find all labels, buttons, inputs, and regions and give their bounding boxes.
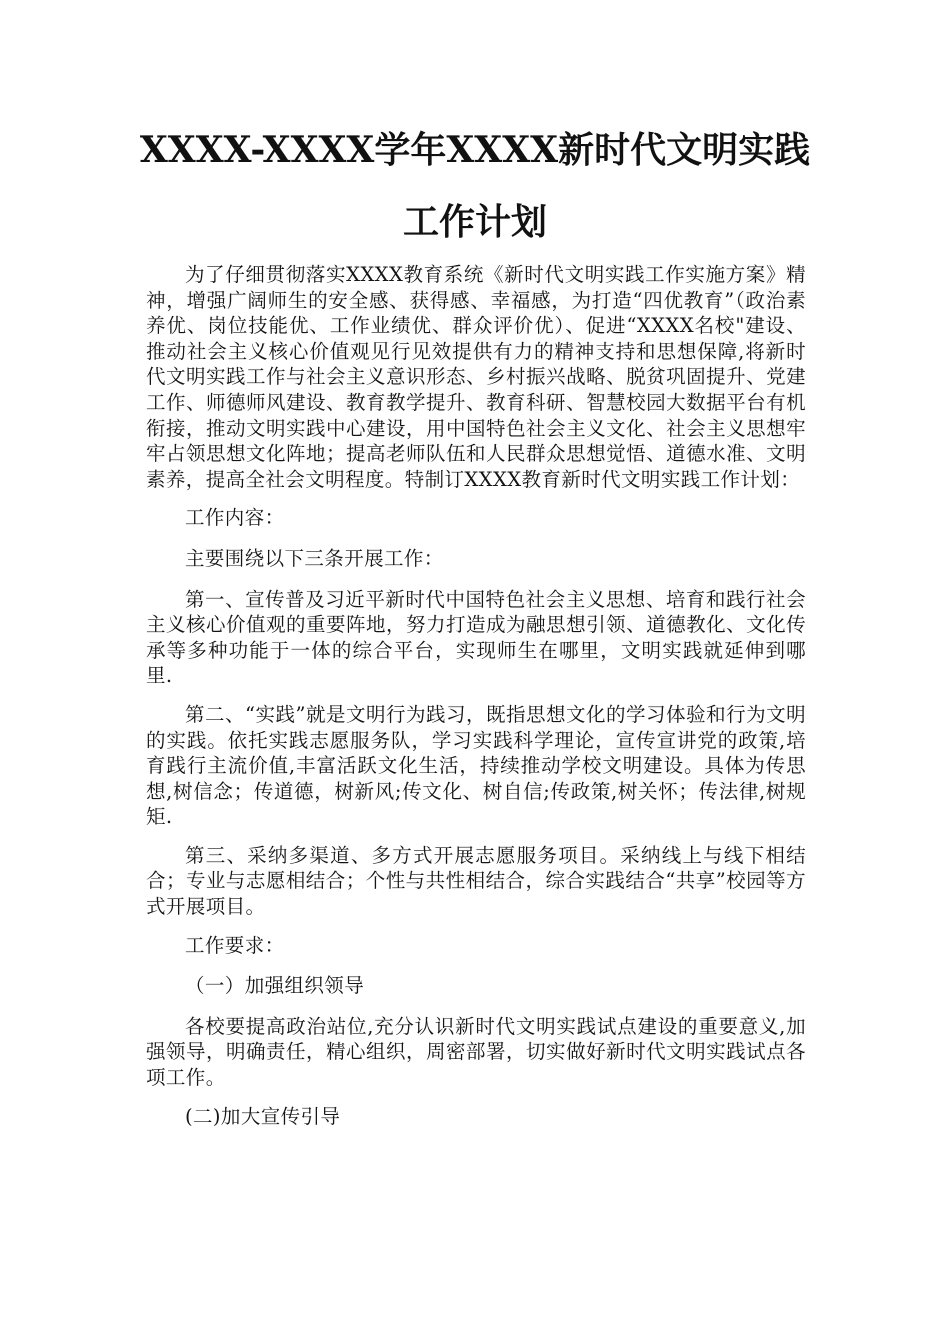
section-heading-work-content: 工作内容： [185, 506, 285, 530]
requirement-heading-1: （一）加强组织领导 [185, 974, 365, 998]
document-title-line-1: XXXX-XXXX学年XXXX新时代文明实践 [139, 129, 811, 171]
work-item-second: 第二、“实践”就是文明行为践习，既指思想文化的学习体验和行为文明的实践。依托实践志愿服务队，学习实践科学理论，宣传宣讲党的政策,培育践行主流价值,丰富活跃文化生活，持续推动学校文明建设。具体为传思想,树信念；传道德，树新风;传文化、树自信;传政策,树关怀；传法律,树规矩. [146, 702, 806, 829]
section-heading-work-requirements: 工作要求： [185, 933, 285, 957]
requirement-heading-2: (二)加大宣传引导 [185, 1104, 341, 1128]
work-content-lead: 主要围绕以下三条开展工作： [185, 546, 444, 570]
document-title-line-2: 工作计划 [402, 201, 547, 243]
intro-paragraph: 为了仔细贯彻落实XXXX教育系统《新时代文明实践工作实施方案》精神，增强广阔师生的安全感、获得感、幸福感，为打造“四优教育”（政治素养优、岗位技能优、工作业绩优、群众评价优）、促进“XXXX名校"建设、推动社会主义核心价值观见行见效提供有力的精神支持和思想保障,将新时代文明实践工作与社会主义意识形态、乡村振兴战略、脱贫巩固提升、党建工作、师德师风建设、教育教学提升、教育科研、智慧校园大数据平台有机衔接，推动文明实践中心建设，用中国特色社会主义文化、社会主义思想牢牢占领思想文化阵地；提高老师队伍和人民群众思想觉悟、道德水准、文明素养，提高全社会文明程度。特制订XXXX教育新时代文明实践工作计划： [146, 263, 806, 491]
work-item-third: 第三、采纳多渠道、多方式开展志愿服务项目。采纳线上与线下相结合；专业与志愿相结合；个性与共性相结合，综合实践结合“共享”校园等方式开展项目。 [146, 843, 806, 919]
document-body [146, 262, 806, 1144]
work-item-first: 第一、宣传普及习近平新时代中国特色社会主义思想、培育和践行社会主义核心价值观的重要阵地，努力打造成为融思想引领、道德教化、文化传承等多种功能于一体的综合平台，实现师生在哪里，文明实践就延伸到哪里. [146, 587, 806, 688]
requirement-paragraph-1: 各校要提高政治站位,充分认识新时代文明实践试点建设的重要意义,加强领导，明确责任，精心组织，周密部署，切实做好新时代文明实践试点各项工作。 [146, 1014, 806, 1090]
